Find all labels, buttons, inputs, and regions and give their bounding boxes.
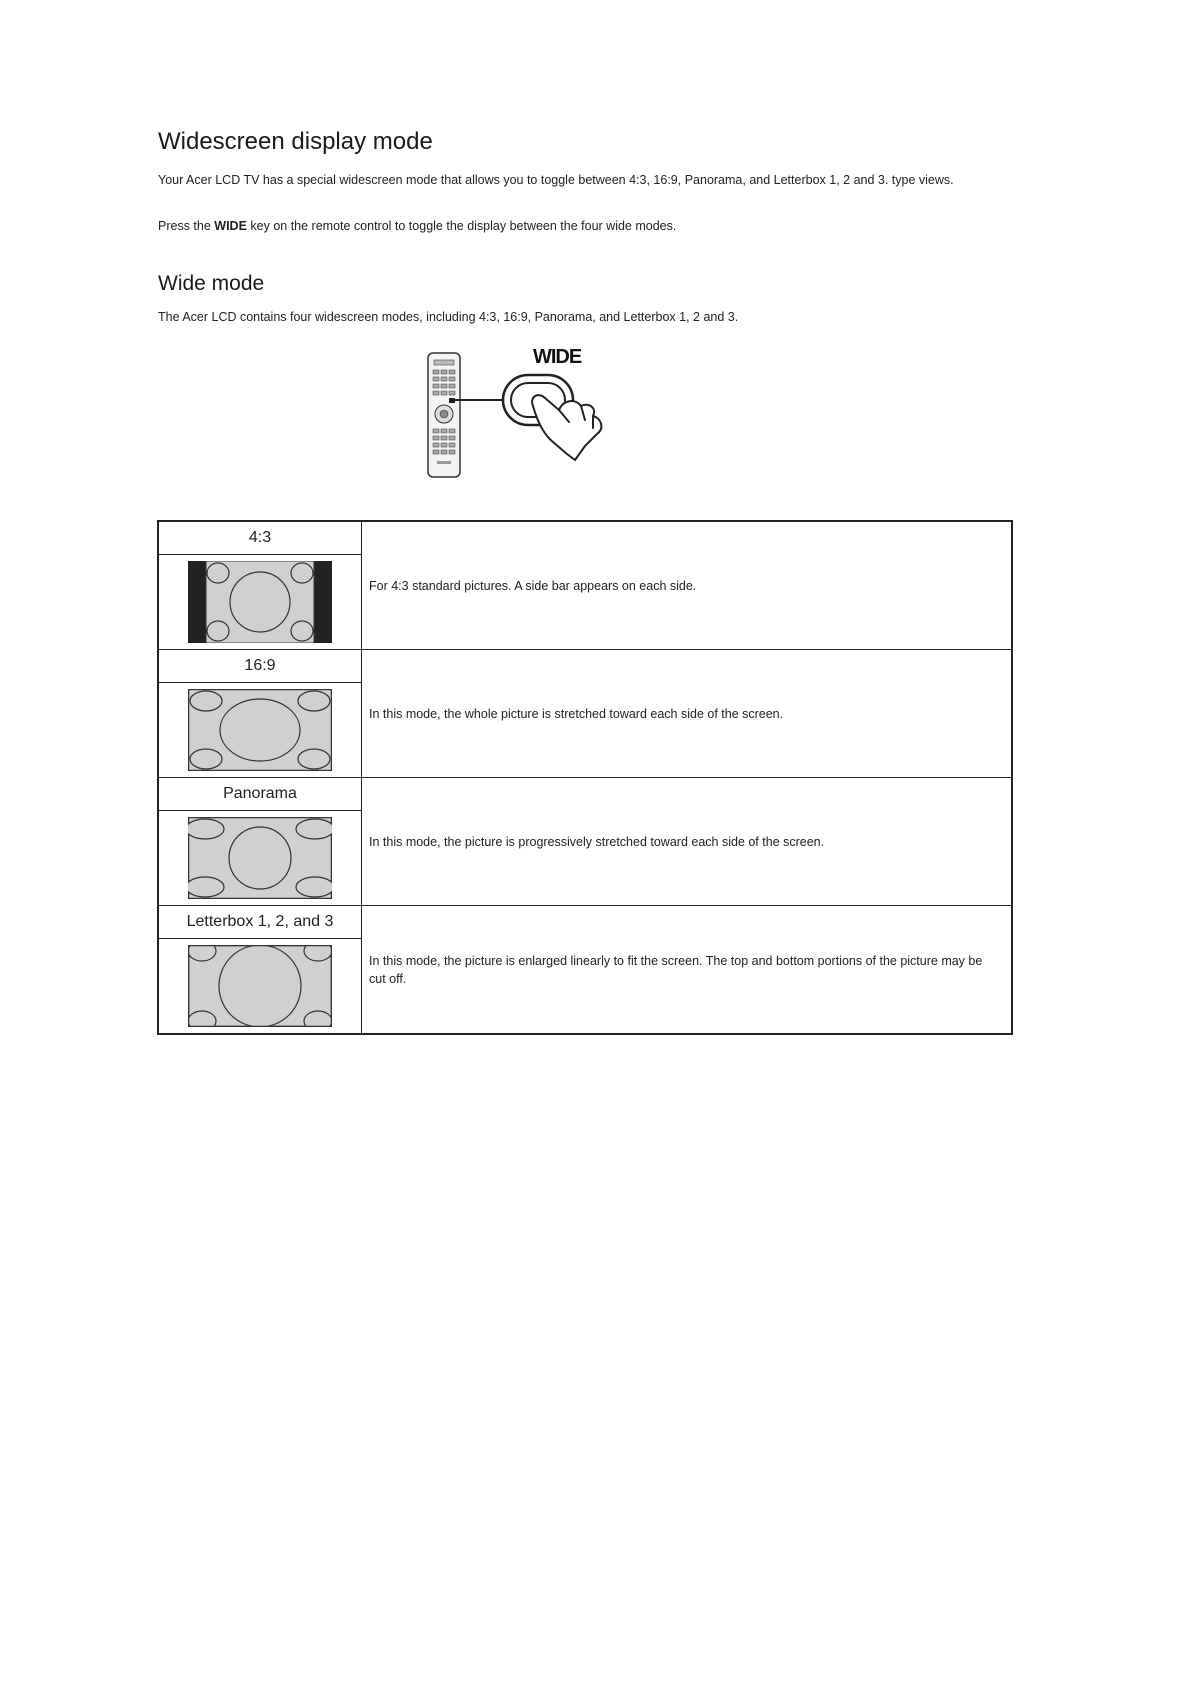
mode-illustration-cell (158, 939, 362, 1035)
instruction-suffix: key on the remote control to toggle the display between the four wide modes. (246, 219, 677, 233)
mode-description: In this mode, the whole picture is stretched toward each side of the screen. (362, 650, 1013, 778)
table-row-4-3 (158, 521, 1012, 555)
instruction-key: WIDE (214, 219, 247, 233)
remote-control-icon (428, 353, 460, 477)
mode-panorama-illustration (188, 817, 332, 899)
mode-letterbox-illustration (188, 945, 332, 1027)
section-intro: Your Acer LCD TV has a special widescreen mode that allows you to toggle between 4:3, 16:9, Panorama, and Letterbox 1, 2 and 3. type views. (158, 173, 954, 187)
pressing-hand-icon (532, 395, 601, 460)
remote-wide-button-illustration (425, 350, 665, 480)
mode-description: In this mode, the picture is enlarged linearly to fit the screen. The top and bottom portions of the picture may be cut off. (362, 906, 1013, 1035)
mode-description: In this mode, the picture is progressively stretched toward each side of the screen. (362, 778, 1013, 906)
instruction-prefix: Press the (158, 219, 215, 233)
table-row-16-9 (158, 650, 1012, 683)
mode-illustration-cell (158, 555, 362, 650)
section-title: Widescreen display mode (158, 128, 433, 155)
wide-key-instruction (158, 218, 1028, 235)
mode-16-9-illustration (188, 689, 332, 771)
mode-name: 16:9 (158, 650, 362, 683)
mode-name: Panorama (158, 778, 362, 811)
mode-name: Letterbox 1, 2, and 3 (158, 906, 362, 939)
table-row-panorama (158, 778, 1012, 811)
wide-modes-table (157, 520, 1013, 1035)
subsection-title: Wide mode (158, 272, 265, 295)
subsection-intro: The Acer LCD contains four widescreen modes, including 4:3, 16:9, Panorama, and Letterbox 1, 2 and 3. (158, 310, 739, 324)
table-row-letterbox (158, 906, 1012, 939)
mode-name: 4:3 (158, 521, 362, 555)
mode-illustration-cell (158, 683, 362, 778)
mode-illustration-cell (158, 811, 362, 906)
mode-description: For 4:3 standard pictures. A side bar appears on each side. (362, 521, 1013, 650)
wide-button-label: WIDE (533, 346, 582, 368)
mode-4-3-illustration (188, 561, 332, 643)
